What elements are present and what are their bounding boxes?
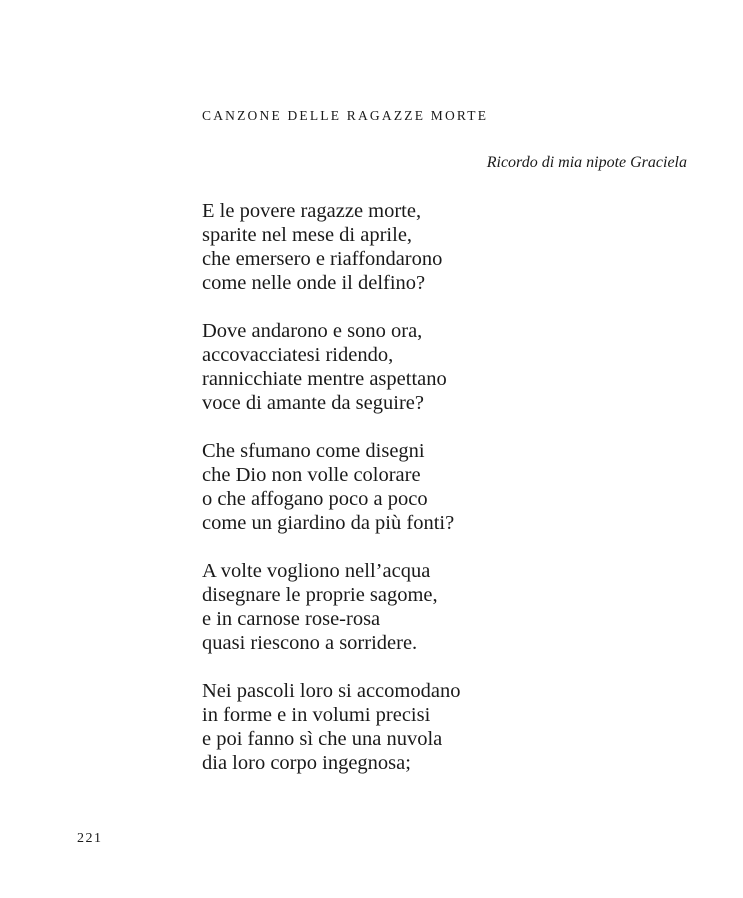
verse-line: che Dio non volle colorare — [202, 464, 421, 486]
verse-line: disegnare le proprie sagome, — [202, 584, 438, 606]
verse-line: quasi riescono a sorridere. — [202, 632, 418, 654]
page-number: 221 — [77, 831, 103, 846]
poem-dedication: Ricordo di mia nipote Graciela — [486, 154, 687, 171]
verse-line: in forme e in volumi precisi — [202, 704, 431, 726]
verse-line: come un giardino da più fonti? — [202, 512, 455, 534]
verse-line: come nelle onde il delfino? — [202, 272, 426, 294]
poem-title: CANZONE DELLE RAGAZZE MORTE — [202, 108, 489, 123]
verse-line: rannicchiate mentre aspettano — [202, 368, 447, 390]
verse-line: o che affogano poco a poco — [202, 488, 428, 510]
verse-line: accovacciatesi ridendo, — [202, 344, 394, 366]
stanza-3 — [202, 439, 622, 535]
verse-line: E le povere ragazze morte, — [202, 200, 422, 222]
verse-line: e poi fanno sì che una nuvola — [202, 728, 443, 750]
verse-line: Nei pascoli loro si accomodano — [202, 680, 461, 702]
poem-body — [202, 199, 622, 799]
stanza-5 — [202, 679, 622, 775]
stanza-4 — [202, 559, 622, 655]
verse-line: sparite nel mese di aprile, — [202, 224, 413, 246]
stanza-1 — [202, 199, 622, 295]
verse-line: Che sfumano come disegni — [202, 440, 425, 462]
verse-line: che emersero e riaffondarono — [202, 248, 443, 270]
verse-line: e in carnose rose-rosa — [202, 608, 381, 630]
verse-line: voce di amante da seguire? — [202, 392, 424, 414]
verse-line: A volte vogliono nell’acqua — [202, 560, 431, 582]
verse-line: Dove andarono e sono ora, — [202, 320, 423, 342]
stanza-2 — [202, 319, 622, 415]
verse-line: dia loro corpo ingegnosa; — [202, 752, 411, 774]
